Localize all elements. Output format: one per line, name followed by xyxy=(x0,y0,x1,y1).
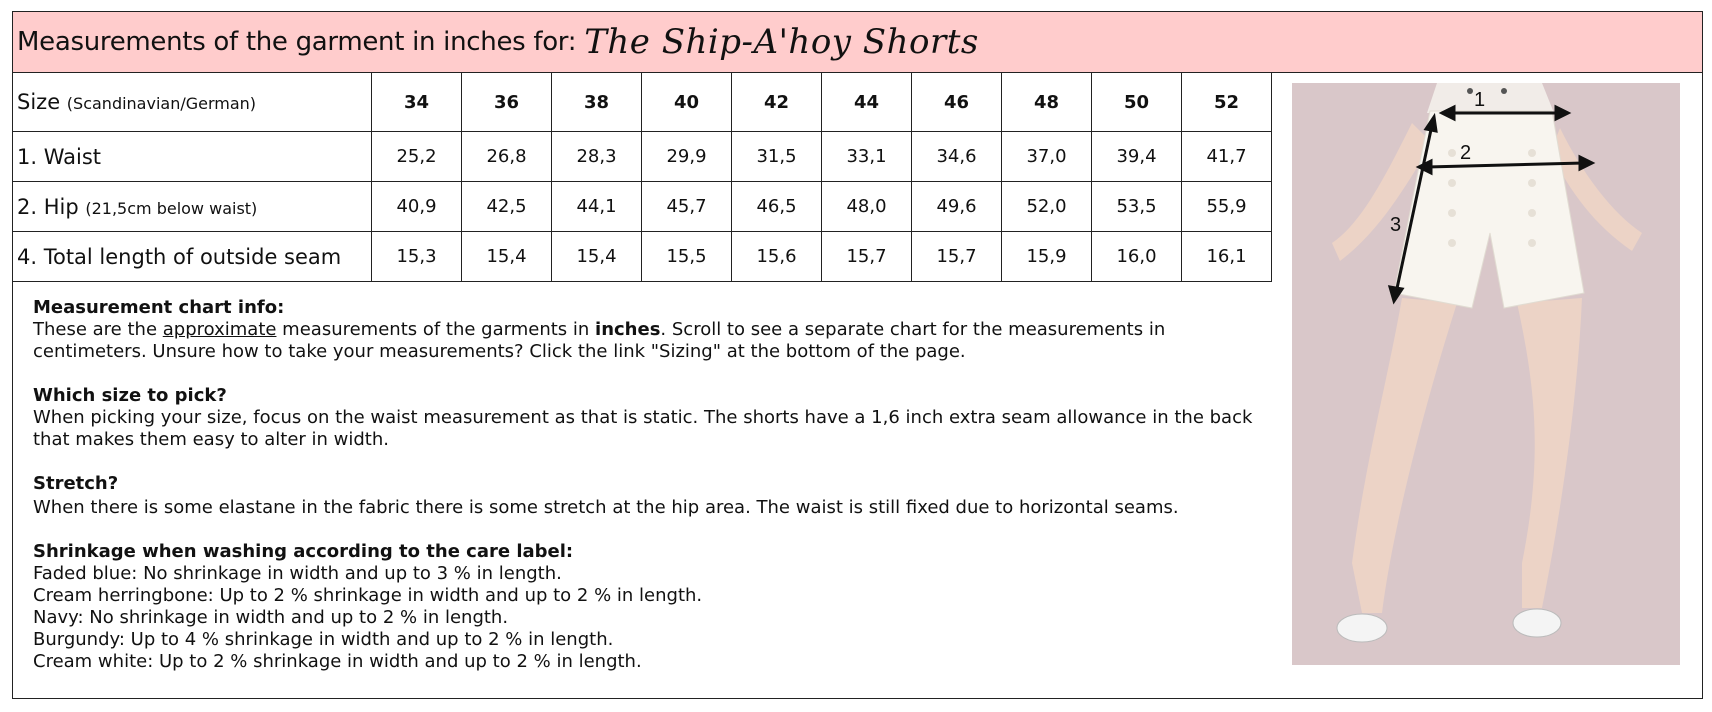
size-row xyxy=(13,73,1272,132)
value-cell: 25,2 xyxy=(372,132,462,182)
value-cell: 31,5 xyxy=(732,132,822,182)
value-cell: 42,5 xyxy=(462,182,552,232)
shrinkage-line: Faded blue: No shrinkage in width and up to 3 % in length. xyxy=(33,563,562,584)
size-cell: 46 xyxy=(912,73,1002,132)
value-cell: 15,3 xyxy=(372,232,462,282)
size-cell: 52 xyxy=(1182,73,1272,132)
row-label-cell xyxy=(13,232,372,282)
row-label: 1. Waist xyxy=(17,144,102,169)
row-label-cell xyxy=(13,182,372,232)
value-cell: 29,9 xyxy=(642,132,732,182)
size-cell: 38 xyxy=(552,73,642,132)
value-cell: 46,5 xyxy=(732,182,822,232)
sheet-header xyxy=(13,12,1702,73)
value-cell: 45,7 xyxy=(642,182,732,232)
stretch-title: Stretch? xyxy=(33,473,119,494)
size-label-note: (Scandinavian/German) xyxy=(66,94,257,113)
shrinkage-line: Cream white: Up to 2 % shrinkage in width and up to 2 % in length. xyxy=(33,651,642,672)
size-cell: 34 xyxy=(372,73,462,132)
value-cell: 37,0 xyxy=(1002,132,1092,182)
size-pick-text: When picking your size, focus on the waist measurement as that is static. The shorts have a 1,6 inch extra seam allowance in the back that makes them easy to alter in width. xyxy=(33,407,1253,450)
value-cell: 49,6 xyxy=(912,182,1002,232)
waist-row xyxy=(13,132,1272,182)
value-cell: 26,8 xyxy=(462,132,552,182)
inches-emphasis: inches xyxy=(595,319,661,340)
value-cell: 15,7 xyxy=(912,232,1002,282)
value-cell: 33,1 xyxy=(822,132,912,182)
value-cell: 34,6 xyxy=(912,132,1002,182)
chart-info-block xyxy=(33,297,1283,363)
shrinkage-line: Burgundy: Up to 4 % shrinkage in width and up to 2 % in length. xyxy=(33,629,614,650)
row-label: 2. Hip xyxy=(17,194,79,219)
value-cell: 16,1 xyxy=(1182,232,1272,282)
shrinkage-line: Navy: No shrinkage in width and up to 2 % in length. xyxy=(33,607,509,628)
product-name: The Ship-A'hoy Shorts xyxy=(584,22,979,62)
hip-row xyxy=(13,182,1272,232)
value-cell: 52,0 xyxy=(1002,182,1092,232)
measurement-sheet xyxy=(12,11,1703,699)
value-cell: 15,5 xyxy=(642,232,732,282)
value-cell: 40,9 xyxy=(372,182,462,232)
size-cell: 50 xyxy=(1092,73,1182,132)
value-cell: 15,6 xyxy=(732,232,822,282)
value-cell: 15,4 xyxy=(462,232,552,282)
value-cell: 15,4 xyxy=(552,232,642,282)
size-cell: 36 xyxy=(462,73,552,132)
chart-info-text-part: measurements of the garments in xyxy=(276,319,596,340)
value-cell: 15,9 xyxy=(1002,232,1092,282)
row-label-note: (21,5cm below waist) xyxy=(85,198,258,218)
shrinkage-line: Cream herringbone: Up to 2 % shrinkage in width and up to 2 % in length. xyxy=(33,585,703,606)
marker-3: 3 xyxy=(1390,214,1402,236)
size-cell: 40 xyxy=(642,73,732,132)
stretch-block xyxy=(33,473,1283,519)
shrinkage-title: Shrinkage when washing according to the care label: xyxy=(33,541,574,562)
marker-1: 1 xyxy=(1474,89,1486,111)
row-label: 4. Total length of outside seam xyxy=(17,244,342,269)
shrinkage-block xyxy=(33,541,1283,673)
chart-info-text-part: These are the xyxy=(33,319,163,340)
value-cell: 41,7 xyxy=(1182,132,1272,182)
measurement-table xyxy=(13,73,1272,282)
value-cell: 48,0 xyxy=(822,182,912,232)
info-section xyxy=(33,297,1283,673)
stretch-text: When there is some elastane in the fabric there is some stretch at the hip area. The waist is still fixed due to horizontal seams. xyxy=(33,497,1179,518)
size-label: Size xyxy=(17,90,61,114)
garment-photo xyxy=(1292,83,1680,665)
size-label-cell xyxy=(13,73,372,132)
chart-info-title: Measurement chart info: xyxy=(33,297,285,318)
size-cell: 48 xyxy=(1002,73,1092,132)
chart-info-text xyxy=(33,319,1283,363)
value-cell: 44,1 xyxy=(552,182,642,232)
size-cell: 42 xyxy=(732,73,822,132)
row-label-cell xyxy=(13,132,372,182)
value-cell: 55,9 xyxy=(1182,182,1272,232)
approximate-link[interactable]: approximate xyxy=(162,319,277,340)
size-pick-block xyxy=(33,385,1283,451)
marker-2: 2 xyxy=(1460,142,1472,164)
value-cell: 39,4 xyxy=(1092,132,1182,182)
value-cell: 15,7 xyxy=(822,232,912,282)
size-cell: 44 xyxy=(822,73,912,132)
seam-length-row xyxy=(13,232,1272,282)
value-cell: 53,5 xyxy=(1092,182,1182,232)
header-lead: Measurements of the garment in inches for: xyxy=(17,27,577,57)
size-pick-title: Which size to pick? xyxy=(33,385,227,406)
chart-info-text-part: . Scroll to see a separate chart for the measurements in centimeters. Unsure how to take your measurements? Click the link "Sizing" at the bottom of the page. xyxy=(33,319,1166,362)
value-cell: 28,3 xyxy=(552,132,642,182)
value-cell: 16,0 xyxy=(1092,232,1182,282)
